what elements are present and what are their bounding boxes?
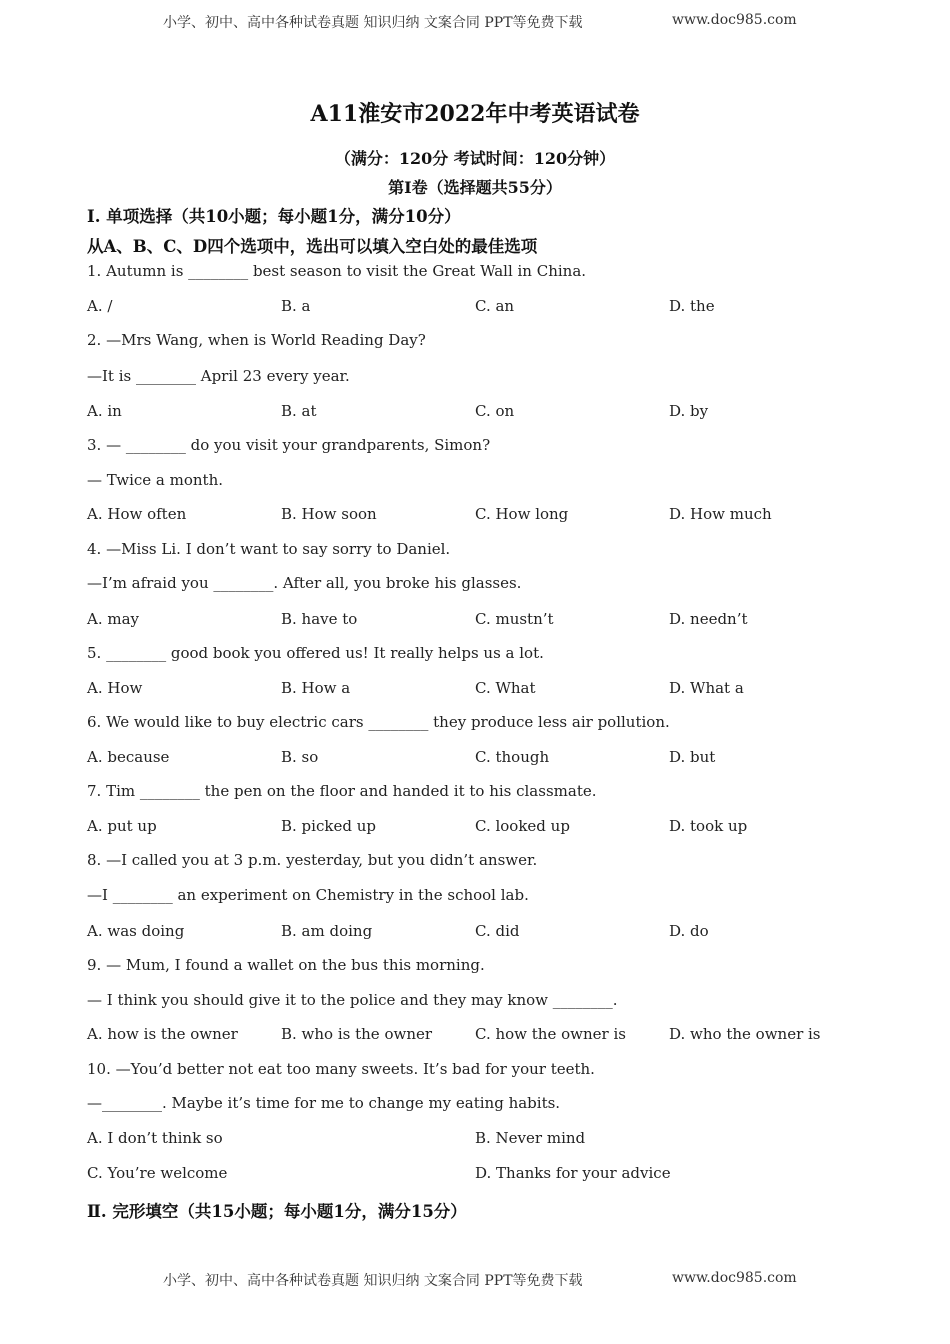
footer-url[interactable]: www.doc985.com	[672, 1270, 797, 1286]
question-9-option[interactable]: A. how is the owner	[87, 1025, 238, 1043]
question-10-option[interactable]: D. Thanks for your advice	[475, 1164, 671, 1182]
question-4-option[interactable]: C. mustn’t	[475, 610, 554, 628]
question-10-option[interactable]: C. You’re welcome	[87, 1164, 228, 1182]
question-3-text: — Twice a month.	[87, 471, 224, 489]
question-6-option[interactable]: B. so	[281, 748, 319, 766]
footer-text: 小学、初中、高中各种试卷真题 知识归纳 文案合同 PPT等免费下载	[163, 1273, 583, 1289]
section1-heading: Ⅰ. 单项选择（共10小题；每小题1分，满分10分）	[87, 207, 461, 226]
question-4-option[interactable]: D. needn’t	[669, 610, 748, 628]
question-8-text: —I ________ an experiment on Chemistry in the school lab.	[87, 886, 529, 904]
question-3-option[interactable]: D. How much	[669, 505, 772, 523]
question-5-text: 5. ________ good book you offered us! It really helps us a lot.	[87, 644, 544, 662]
question-5-option[interactable]: C. What	[475, 679, 536, 697]
question-2-option[interactable]: A. in	[87, 402, 122, 420]
paper-part-title: 第Ⅰ卷（选择题共55分）	[388, 178, 562, 197]
question-10-text: —________. Maybe it’s time for me to change my eating habits.	[87, 1094, 561, 1112]
question-1-option[interactable]: B. a	[281, 297, 311, 315]
question-8-option[interactable]: C. did	[475, 922, 520, 940]
question-6-option[interactable]: A. because	[87, 748, 170, 766]
question-4-text: —I’m afraid you ________. After all, you broke his glasses.	[87, 574, 522, 592]
question-3-option[interactable]: C. How long	[475, 505, 569, 523]
question-10-option[interactable]: B. Never mind	[475, 1129, 586, 1147]
question-7-option[interactable]: A. put up	[87, 817, 157, 835]
question-8-option[interactable]: B. am doing	[281, 922, 373, 940]
question-1-text: 1. Autumn is ________ best season to visit the Great Wall in China.	[87, 262, 587, 280]
question-1-option[interactable]: A. /	[87, 297, 113, 315]
question-9-text: — I think you should give it to the police and they may know ________.	[87, 991, 618, 1009]
header-text: 小学、初中、高中各种试卷真题 知识归纳 文案合同 PPT等免费下载	[163, 15, 583, 31]
question-3-text: 3. — ________ do you visit your grandparents, Simon?	[87, 436, 491, 454]
question-8-text: 8. —I called you at 3 p.m. yesterday, but you didn’t answer.	[87, 851, 538, 869]
question-8-option[interactable]: A. was doing	[87, 922, 185, 940]
question-7-text: 7. Tim ________ the pen on the floor and handed it to his classmate.	[87, 782, 597, 800]
question-7-option[interactable]: D. took up	[669, 817, 748, 835]
question-5-option[interactable]: D. What a	[669, 679, 744, 697]
exam-info: （满分：120分 考试时间：120分钟）	[334, 149, 616, 168]
question-9-option[interactable]: D. who the owner is	[669, 1025, 821, 1043]
question-1-option[interactable]: C. an	[475, 297, 515, 315]
page-title: A11淮安市2022年中考英语试卷	[310, 101, 640, 127]
question-2-option[interactable]: D. by	[669, 402, 709, 420]
question-3-option[interactable]: B. How soon	[281, 505, 377, 523]
question-6-text: 6. We would like to buy electric cars ________ they produce less air pollution.	[87, 713, 670, 731]
question-2-option[interactable]: B. at	[281, 402, 317, 420]
section1-instruction: 从A、B、C、D四个选项中，选出可以填入空白处的最佳选项	[87, 237, 538, 256]
question-2-option[interactable]: C. on	[475, 402, 515, 420]
question-5-option[interactable]: B. How a	[281, 679, 351, 697]
question-9-option[interactable]: B. who is the owner	[281, 1025, 433, 1043]
question-7-option[interactable]: B. picked up	[281, 817, 376, 835]
question-4-text: 4. —Miss Li. I don’t want to say sorry to Daniel.	[87, 540, 451, 558]
section2-heading: Ⅱ. 完形填空（共15小题；每小题1分，满分15分）	[87, 1202, 467, 1221]
question-10-option[interactable]: A. I don’t think so	[87, 1129, 223, 1147]
question-2-text: —It is ________ April 23 every year.	[87, 367, 350, 385]
question-8-option[interactable]: D. do	[669, 922, 709, 940]
question-1-option[interactable]: D. the	[669, 297, 715, 315]
question-3-option[interactable]: A. How often	[87, 505, 187, 523]
question-4-option[interactable]: B. have to	[281, 610, 358, 628]
header-url[interactable]: www.doc985.com	[672, 12, 797, 28]
question-7-option[interactable]: C. looked up	[475, 817, 570, 835]
question-4-option[interactable]: A. may	[87, 610, 140, 628]
question-9-option[interactable]: C. how the owner is	[475, 1025, 626, 1043]
question-6-option[interactable]: C. though	[475, 748, 550, 766]
question-5-option[interactable]: A. How	[87, 679, 143, 697]
question-6-option[interactable]: D. but	[669, 748, 716, 766]
question-9-text: 9. — Mum, I found a wallet on the bus this morning.	[87, 956, 485, 974]
question-10-text: 10. —You’d better not eat too many sweets. It’s bad for your teeth.	[87, 1060, 595, 1078]
question-2-text: 2. —Mrs Wang, when is World Reading Day?	[87, 331, 426, 349]
